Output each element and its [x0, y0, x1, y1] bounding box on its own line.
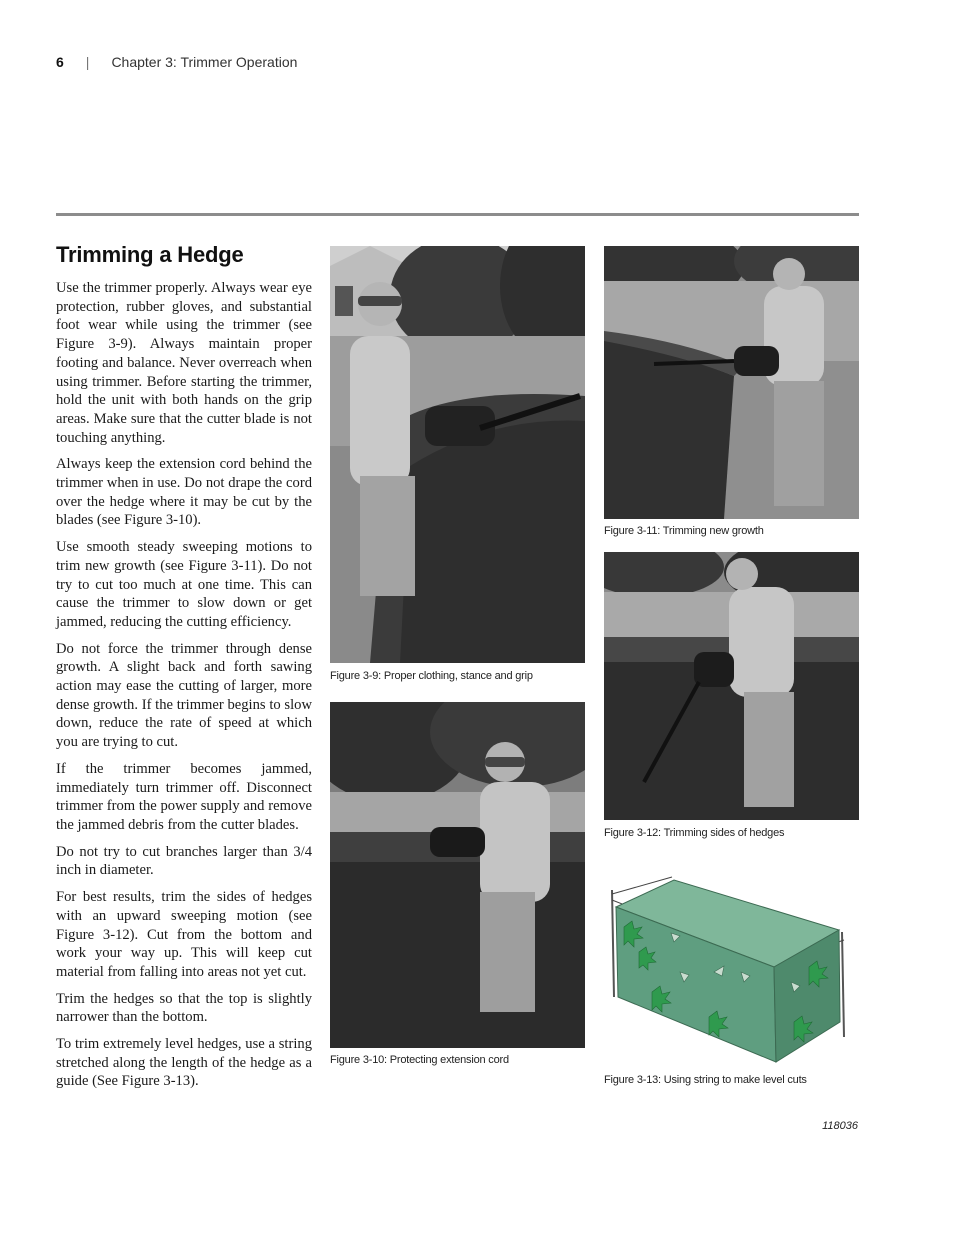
- page-number: 6: [56, 54, 64, 70]
- paragraph: For best results, trim the sides of hedges with an upward sweeping motion (see Figure 3-12). Cut from the bottom and work your way up. This will keep cut material from falling into areas not yet cut.: [56, 889, 312, 980]
- paragraph: Do not try to cut branches larger than 3/4 inch in diameter.: [56, 843, 312, 879]
- body-text: [56, 279, 312, 1099]
- figure-3-13-caption: Figure 3-13: Using string to make level cuts: [604, 1074, 807, 1086]
- figure-3-11-caption: Figure 3-11: Trimming new growth: [604, 525, 764, 537]
- paragraph: Trim the hedges so that the top is slightly narrower than the bottom.: [56, 990, 312, 1026]
- figure-3-9-photo: [330, 246, 585, 663]
- paragraph: Use the trimmer properly. Always wear eye protection, rubber gloves, and substantial foot wear while using the trimmer (see Figure 3-9). Always maintain proper footing and balance. Never overreach when using trimmer. Before starting the trimmer, hold the unit with both hands on the grip areas. Make sure that the cutter blade is not touching anything.: [56, 280, 312, 446]
- section-rule: [56, 213, 859, 216]
- running-header: [56, 52, 297, 72]
- paragraph: Always keep the extension cord behind the trimmer when in use. Do not drape the cord over the hedge where it may be cut by the blades (see Figure 3-10).: [56, 456, 312, 529]
- figure-3-11-photo: [604, 246, 859, 519]
- figure-3-10-photo: [330, 702, 585, 1048]
- section-title: Trimming a Hedge: [56, 242, 244, 267]
- paragraph: To trim extremely level hedges, use a string stretched along the length of the hedge as a guide (See Figure 3-13).: [56, 1036, 312, 1090]
- figure-3-12-photo: [604, 552, 859, 820]
- paragraph: If the trimmer becomes jammed, immediately turn trimmer off. Disconnect trimmer from the power supply and remove the jammed debris from the cutter blades.: [56, 760, 312, 833]
- figure-3-10-caption: Figure 3-10: Protecting extension cord: [330, 1054, 509, 1066]
- header-separator: |: [85, 54, 90, 70]
- chapter-title: Chapter 3: Trimmer Operation: [111, 54, 298, 70]
- figure-3-13-illustration: [604, 872, 859, 1067]
- figure-3-12-caption: Figure 3-12: Trimming sides of hedges: [604, 827, 785, 839]
- paragraph: Use smooth steady sweeping motions to trim new growth (see Figure 3-11). Do not try to cut too much at one time. This can cause the trimmer to slow down or get jammed, reducing the cutting efficiency.: [56, 539, 312, 630]
- figure-3-9-caption: Figure 3-9: Proper clothing, stance and grip: [330, 670, 533, 682]
- document-number: 118036: [822, 1120, 858, 1132]
- paragraph: Do not force the trimmer through dense growth. A slight back and forth sawing action may ease the cutting of larger, more dense growth. If the trimmer begins to slow down, reduce the rate of speed at which you are trying to cut.: [56, 640, 312, 751]
